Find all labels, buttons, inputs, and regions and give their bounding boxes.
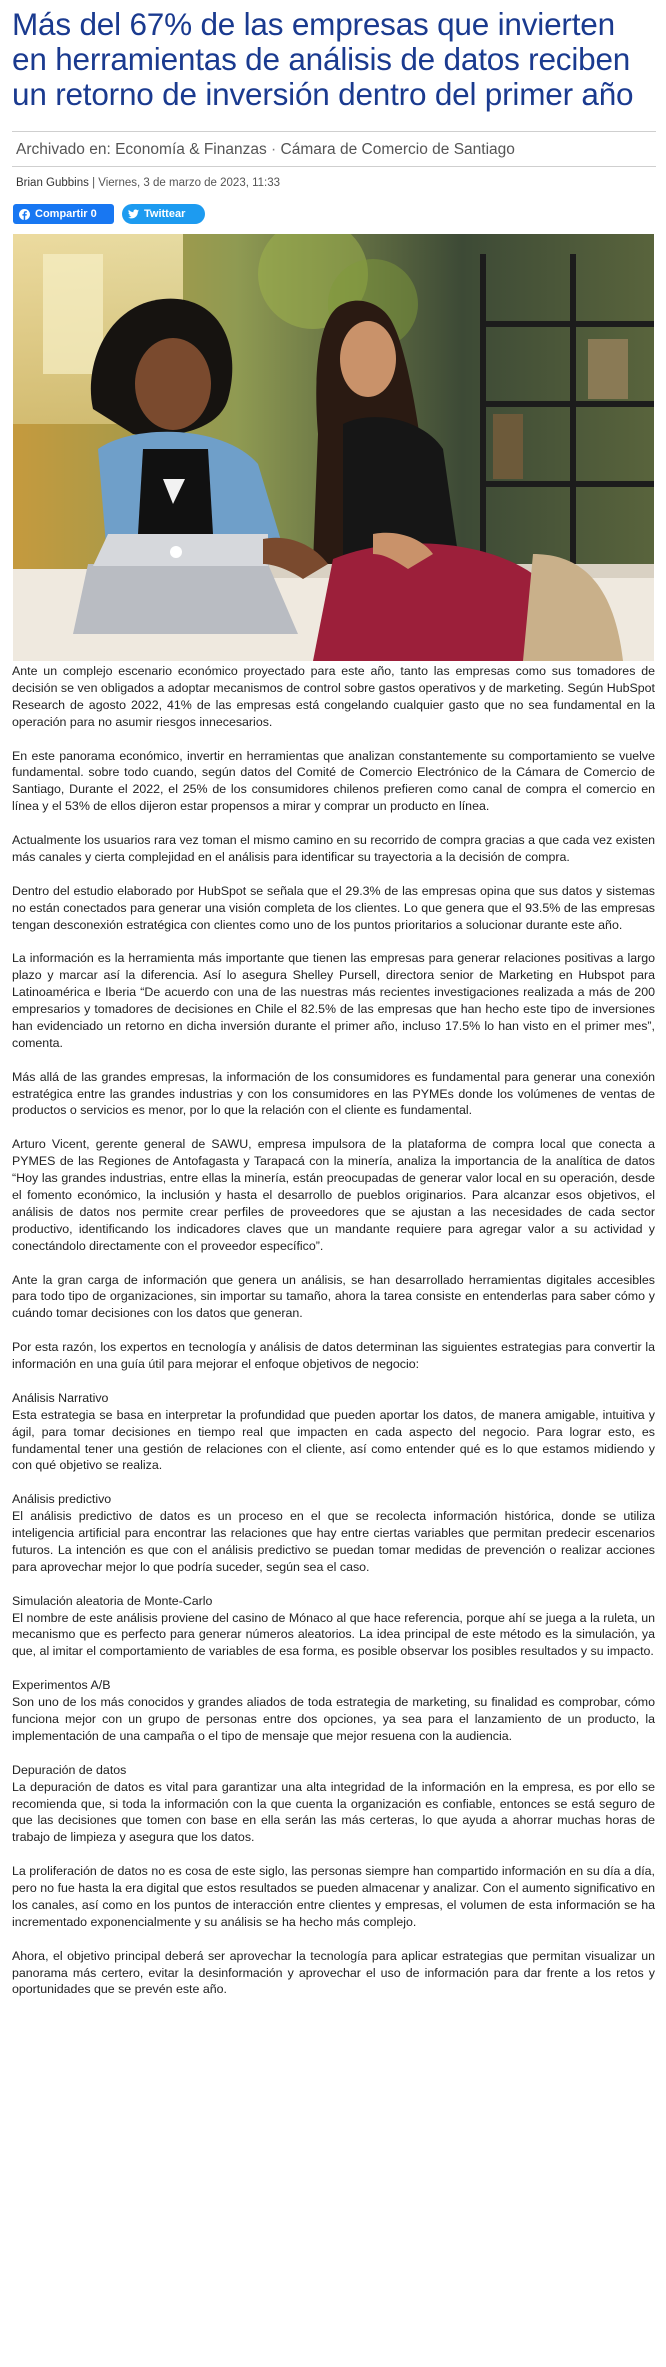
archive-label: Archivado en: (16, 141, 111, 158)
paragraph: Dentro del estudio elaborado por HubSpot se señala que el 29.3% de las empresas opina que sus datos y sistemas no están conectados para generar una visión completa de los clientes. Lo que genera que el 93.5% de las empresas tengan desconexión estratégica con clientes como uno de los puntos prioritarios a solucionar durante este año. (12, 883, 655, 932)
twitter-bird-icon (128, 209, 139, 220)
section-text: Esta estrategia se basa en interpretar la profundidad que pueden aportar los datos, de manera amigable, intuitiva y ágil, para tomar decisiones en tiempo real que impacten en cada aspecto del negocio. Para lograr esto, es fundamental tener una gestión de relaciones con el cliente, así como entender qué es lo que estamos midiendo y con qué objetivo se realiza. (12, 1407, 655, 1473)
archive-category-link[interactable]: Economía & Finanzas (115, 141, 267, 158)
share-buttons (13, 204, 666, 224)
section-heading: Experimentos A/B (12, 1678, 111, 1693)
author-name[interactable]: Brian Gubbins (16, 177, 89, 189)
byline (16, 175, 666, 191)
article-body (12, 663, 655, 1998)
section-text: La depuración de datos es vital para garantizar una alta integridad de la información en la empresa, es por ello se recomienda que, si toda la información con la que cuenta la organización es confiable, entonces se está seguro de que las decisiones que tomen con base en ella serán las más certeras, lo que ayuda a ahorrar muchas horas de trabajo de limpieza y asegura que los datos. (12, 1779, 655, 1845)
strategy-section (12, 1593, 655, 1661)
section-heading: Depuración de datos (12, 1762, 127, 1777)
article-hero-image (13, 234, 654, 661)
strategy-section (12, 1762, 655, 1847)
paragraph: Ante la gran carga de información que genera un análisis, se han desarrollado herramientas digitales accesibles para todo tipo de organizaciones, sin importar su tamaño, ahora la tarea consiste en entenderlas para saber cómo y cuándo tomar decisiones con los datos que generan. (12, 1272, 655, 1321)
facebook-share-button[interactable] (13, 204, 114, 224)
strategy-section (12, 1677, 655, 1745)
paragraph: En este panorama económico, invertir en herramientas que analizan constantemente su comportamiento se vuelve fundamental. sobre todo cuando, según datos del Comité de Comercio Electrónico de la Cámara de Comercio de Santiago, Durante el 2022, el 25% de los consumidores chilenos prefieren como canal de compra el comercio en línea y el 53% de ellos dijeron estar propensos a mirar y comprar un producto en línea. (12, 748, 655, 814)
paragraph: La información es la herramienta más importante que tienen las empresas para generar relaciones positivas a largo plazo y marcar así la diferencia. Así lo asegura Shelley Pursell, directora senior de Marketing en Hubspot para Latinoamérica e Iberia “De acuerdo con una de las nuestras más recientes investigaciones realizada a más de 200 empresarios y tomadores de decisiones en Chile el 82.5% de las empresas que han hecho este tipo de inversiones han evidenciado un retorno en dicha inversión durante el primer año, incluso 17.5% lo han visto en el primer mes”, comenta. (12, 951, 655, 1050)
section-text: El análisis predictivo de datos es un proceso en el que se recolecta información histórica, donde se utiliza inteligencia artificial para encontrar las relaciones que hay entre ciertas variables que permitan predecir escenarios futuros. La intención es que con el análisis predictivo se puedan tomar medidas de prevención o realizar acciones para aprovechar mejor lo que podría suceder, según sea el caso. (12, 1509, 655, 1574)
hero-photo-illustration (13, 234, 654, 661)
strategy-section (12, 1390, 655, 1475)
paragraph: Ante un complejo escenario económico proyectado para este año, tanto las empresas como sus tomadores de decisión se ven obligados a adoptar mecanismos de control sobre gastos operativos y de marketing. Según HubSpot Research de agosto 2022, 41% de las empresas está congelando cualquier gasto que no sea fundamental en la operación para no asumir riesgos innecesarios. (12, 664, 655, 729)
twitter-share-label: Twittear (144, 208, 186, 220)
section-heading: Análisis Narrativo (12, 1390, 109, 1405)
paragraph: La proliferación de datos no es cosa de este siglo, las personas siempre han compartido información en su día a día, pero no fue hasta la era digital que estos resultados se pueden almacenar y analizar. Con el aumento significativo en los canales, así como en los puntos de interacción entre clientes y empresas, el volumen de esta información se ha incrementado exponencialmente y su análisis se ha hecho más complejo. (12, 1864, 655, 1929)
section-heading: Análisis predictivo (12, 1492, 112, 1507)
article-title: Más del 67% de las empresas que invierten en herramientas de análisis de datos reciben un retorno de inversión dentro del primer año (12, 6, 634, 112)
paragraph: Actualmente los usuarios rara vez toman el mismo camino en su recorrido de compra gracias a que cada vez existen más canales y cierta complejidad en el análisis para identificar su trayectoria a la decisión de compra. (12, 833, 655, 864)
paragraph: Ahora, el objetivo principal deberá ser aprovechar la tecnología para aplicar estrategias que permitan visualizar un panorama más certero, evitar la desinformación y aprovechar el uso de información para dar frente a los retos y oportunidades que se prevén este año. (12, 1948, 655, 1997)
archive-separator: · (271, 141, 277, 158)
strategy-section (12, 1491, 655, 1576)
archive-org-link[interactable]: Cámara de Comercio de Santiago (280, 141, 515, 158)
facebook-share-label: Compartir 0 (35, 208, 97, 220)
section-heading: Simulación aleatoria de Monte-Carlo (12, 1593, 213, 1608)
facebook-icon (19, 209, 30, 220)
section-text: El nombre de este análisis proviene del casino de Mónaco al que hace referencia, porque ahí se juega a la ruleta, un mecanismo que es perfecto para generar números aleatorios. La idea principal de este método es la simulación, ya que, al imitar el comportamiento de variables de esa forma, es posible observar los posibles resultados y su impacto. (12, 1610, 655, 1659)
section-text: Son uno de los más conocidos y grandes aliados de toda estrategia de marketing, su finalidad es comprobar, cómo funciona mejor con un grupo de personas entre dos opciones, ya sea para el lanzamiento de un producto, la implementación de una campaña o el tipo de mensaje que mejor resuena con la audiencia. (12, 1695, 655, 1743)
paragraph: Arturo Vicent, gerente general de SAWU, empresa impulsora de la plataforma de compra local que conecta a PYMES de las Regiones de Antofagasta y Tarapacá con la minería, analiza la importancia de la analítica de datos “Hoy las grandes industrias, entre ellas la minería, están preocupadas de generar valor local en su operación, desde el fomento económico, la inclusión y hasta el desarrollo de pueblos originarios. Para alcanzar esos objetivos, el análisis de datos nos permite crear perfiles de proveedores que se ajustan a las necesidades de cada sector productivo, identificando los indicadores claves que un mandante requiere para agregar valor a su actividad y conectándolo directamente con el proveedor específico”. (12, 1137, 655, 1253)
paragraph: Por esta razón, los expertos en tecnología y análisis de datos determinan las siguientes estrategias para convertir la información en una guía útil para mejorar el enfoque objetivos de negocio: (12, 1340, 655, 1372)
archive-bar (12, 131, 656, 167)
twitter-share-button[interactable] (122, 204, 205, 224)
publish-date: | Viernes, 3 de marzo de 2023, 11:33 (92, 177, 281, 189)
paragraph: Más allá de las grandes empresas, la información de los consumidores es fundamental para generar una conexión estratégica entre las grandes industrias y con los consumidores en las PYMEs donde los volúmenes de ventas de productos o servicios es menor, por lo que la relación con el cliente es fundamental. (12, 1069, 655, 1118)
